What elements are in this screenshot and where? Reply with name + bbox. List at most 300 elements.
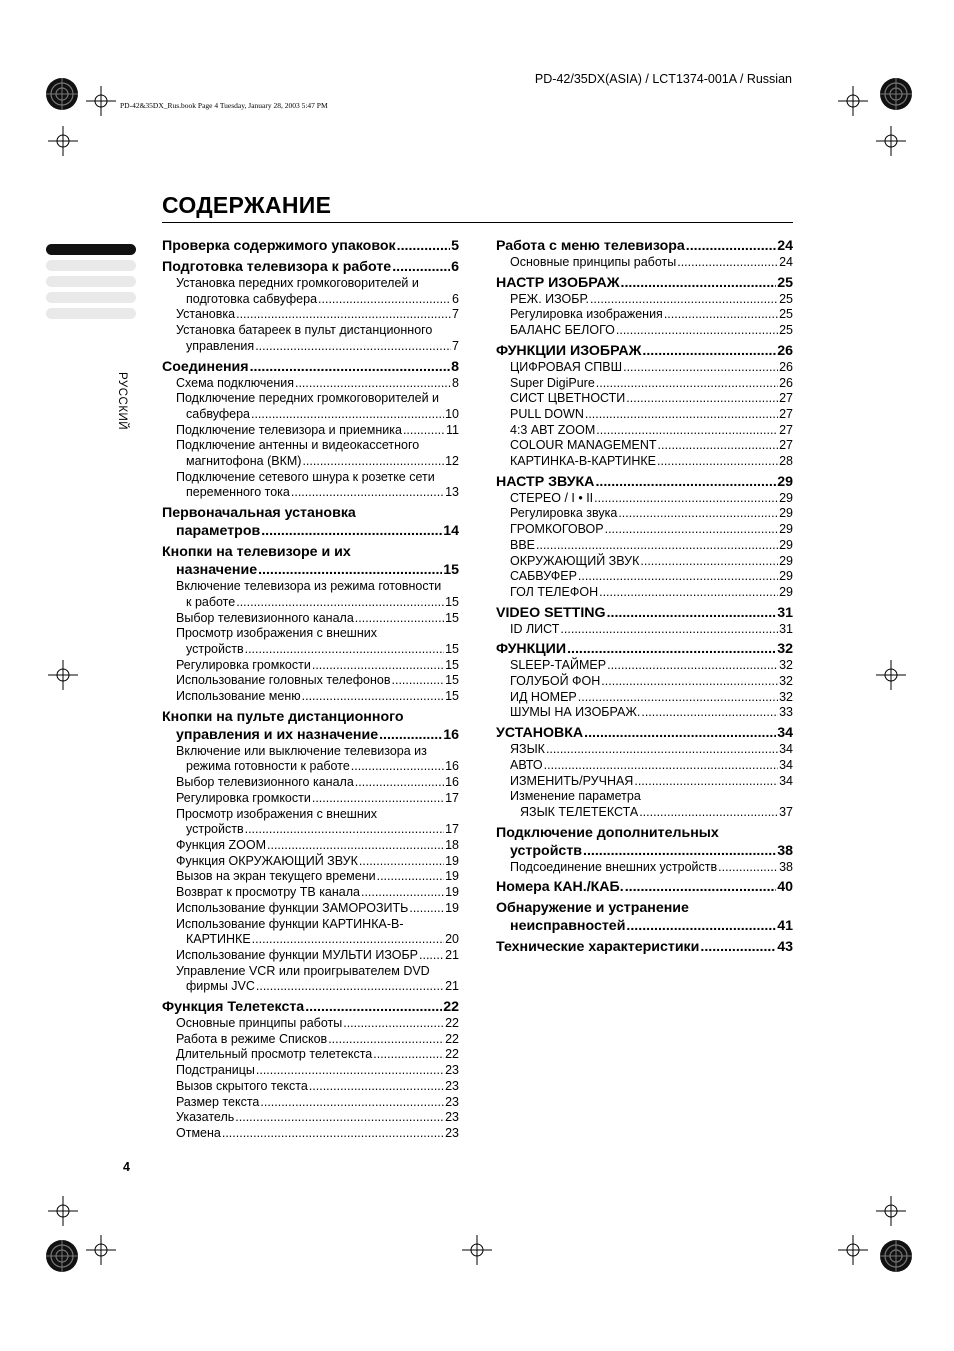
toc-page-number: 19 — [445, 853, 459, 868]
toc-entry-title: управления и их назначение — [176, 726, 379, 743]
toc-page-number: 8 — [452, 375, 459, 390]
toc-entry-title: устройств — [510, 842, 582, 859]
toc-section — [162, 323, 459, 354]
toc-entry-line — [176, 822, 459, 838]
toc-page-number: 15 — [445, 594, 459, 609]
toc-entry-title: Использование меню — [176, 689, 301, 704]
toc-entry-line — [176, 595, 459, 611]
toc-section — [162, 1063, 459, 1079]
toc-page-number: 6 — [452, 291, 459, 306]
toc-entry-line — [510, 407, 793, 423]
toc-entry-line — [176, 611, 459, 627]
toc-page-number: 15 — [445, 689, 459, 704]
toc-section — [496, 622, 793, 638]
toc-chapter — [162, 258, 459, 276]
toc-page-number: 43 — [777, 939, 793, 956]
toc-page-number: 12 — [445, 454, 459, 469]
toc-entry-line — [510, 554, 793, 570]
toc-leader-dots — [596, 423, 778, 439]
toc-entry-title: Подготовка телевизора к работе — [162, 259, 392, 275]
toc-section — [162, 854, 459, 870]
toc-leader-dots — [222, 1126, 444, 1142]
toc-section-line: Управление VCR или проигрывателем DVD — [176, 963, 430, 978]
toc-entry-line — [496, 842, 793, 860]
toc-entry-title: параметров — [176, 523, 261, 540]
toc-section — [496, 758, 793, 774]
toc-page-number: 22 — [445, 1047, 459, 1062]
toc-leader-dots — [584, 724, 776, 742]
toc-entry-title: СИСТ ЦВЕТНОСТИ — [510, 391, 626, 406]
page-title: СОДЕРЖАНИЕ — [162, 192, 332, 218]
toc-entry-title: фирмы JVC — [186, 979, 255, 994]
toc-leader-dots — [258, 561, 442, 579]
toc-entry-line — [176, 485, 459, 501]
toc-entry-line — [510, 454, 793, 470]
toc-entry-line — [176, 642, 459, 658]
toc-entry-title: Использование головных телефонов — [176, 673, 391, 688]
toc-page-number: 24 — [779, 255, 793, 269]
toc-section-line: Включение телевизора из режима готовности — [176, 579, 442, 594]
toc-section — [496, 438, 793, 454]
toc-entry-line — [176, 1079, 459, 1095]
toc-entry-line — [496, 473, 793, 491]
toc-leader-dots — [419, 948, 444, 964]
toc-entry-line — [496, 237, 793, 255]
toc-entry-title: АВТО — [510, 757, 543, 772]
toc-entry-title: Использование функции МУЛЬТИ ИЗОБР — [176, 947, 418, 962]
toc-entry-title: Подстраницы — [176, 1063, 255, 1078]
toc-leader-dots — [379, 726, 442, 744]
toc-entry-line — [176, 454, 459, 470]
toc-leader-dots — [595, 473, 776, 491]
toc-leader-dots — [250, 358, 451, 376]
toc-page-number: 31 — [777, 604, 793, 621]
toc-section-line: Изменение параметра — [510, 789, 641, 804]
toc-leader-dots — [578, 690, 778, 706]
toc-section — [162, 1095, 459, 1111]
toc-chapter — [162, 708, 459, 744]
toc-entry-title: БАЛАНС БЕЛОГО — [510, 323, 615, 338]
registration-mark-icon — [44, 76, 80, 112]
toc-entry-title: Вызов скрытого текста — [176, 1078, 308, 1093]
toc-page-number: 29 — [779, 584, 793, 599]
toc-leader-dots — [664, 307, 778, 323]
toc-leader-dots — [718, 860, 778, 876]
toc-page-number: 7 — [452, 338, 459, 353]
toc-leader-dots — [567, 640, 776, 658]
toc-entry-line — [176, 948, 459, 964]
toc-leader-dots — [260, 1095, 444, 1111]
toc-entry-line — [510, 742, 793, 758]
toc-entry-title: ЦИФРОВАЯ СПВШ — [510, 359, 623, 374]
toc-leader-dots — [621, 274, 777, 292]
toc-entry-line — [176, 376, 459, 392]
toc-leader-dots — [642, 342, 776, 360]
toc-leader-dots — [235, 1110, 444, 1126]
toc-section — [162, 917, 459, 948]
toc-entry-title: ГРОМКОГОВОР — [510, 522, 604, 537]
toc-entry-line — [510, 360, 793, 376]
toc-leader-dots — [255, 339, 451, 355]
toc-entry-line — [496, 917, 793, 935]
toc-entry-line — [176, 979, 459, 995]
toc-leader-dots — [596, 376, 778, 392]
toc-leader-dots — [626, 917, 776, 935]
toc-page-number: 15 — [445, 610, 459, 625]
toc-entry-title: Регулировка звука — [510, 506, 618, 521]
toc-leader-dots — [657, 454, 778, 470]
toc-entry-line — [162, 237, 459, 255]
toc-entry-title: НАСТР ИЗОБРАЖ — [496, 274, 620, 291]
toc-leader-dots — [302, 454, 444, 470]
toc-section — [162, 470, 459, 501]
toc-page-number: 22 — [443, 999, 459, 1016]
toc-section — [162, 791, 459, 807]
toc-page-number: 19 — [445, 900, 459, 915]
toc-page-number: 11 — [446, 422, 459, 437]
toc-page-number: 41 — [777, 918, 793, 935]
toc-section — [162, 1032, 459, 1048]
toc-leader-dots — [607, 658, 778, 674]
toc-entry-line — [510, 292, 793, 308]
toc-chapter — [496, 237, 793, 255]
toc-page-number: 29 — [779, 506, 793, 521]
toc-page-number: 17 — [445, 790, 459, 805]
toc-page-number: 31 — [779, 621, 793, 636]
toc-page-number: 15 — [445, 641, 459, 656]
toc-leader-dots — [392, 258, 450, 276]
toc-section-line: Просмотр изображения с внешних — [176, 806, 377, 821]
side-language-label: РУССКИЙ — [116, 372, 128, 431]
toc-entry-line — [510, 622, 793, 638]
toc-page-number: 37 — [779, 804, 793, 819]
toc-leader-dots — [318, 292, 451, 308]
toc-chapter — [496, 824, 793, 860]
toc-entry-line — [176, 838, 459, 854]
crosshair-mark-icon — [876, 1196, 906, 1226]
toc-section — [162, 1126, 459, 1142]
toc-leader-dots — [409, 901, 444, 917]
toc-chapter — [496, 938, 793, 956]
toc-entry-title: Указатель — [176, 1110, 235, 1125]
toc-page-number: 28 — [779, 454, 793, 469]
toc-page-number: 29 — [779, 553, 793, 568]
toc-entry-line — [176, 307, 459, 323]
toc-leader-dots — [252, 932, 444, 948]
toc-entry-title: ЯЗЫК — [510, 742, 545, 757]
toc-entry-title: Регулировка изображения — [510, 307, 663, 322]
toc-section — [162, 948, 459, 964]
toc-page-number: 19 — [445, 869, 459, 884]
toc-page-number: 23 — [445, 1078, 459, 1093]
crosshair-mark-icon — [86, 86, 116, 116]
toc-entry-line — [510, 391, 793, 407]
toc-leader-dots — [245, 642, 445, 658]
toc-section — [496, 506, 793, 522]
toc-section — [496, 538, 793, 554]
crosshair-mark-icon — [48, 660, 78, 690]
toc-page-number: 34 — [779, 773, 793, 788]
crosshair-mark-icon — [86, 1235, 116, 1265]
toc-leader-dots — [700, 938, 776, 956]
toc-entry-line — [162, 726, 459, 744]
toc-leader-dots — [607, 604, 777, 622]
toc-entry-line — [510, 758, 793, 774]
toc-entry-line — [176, 885, 459, 901]
toc-entry-title: Выбор телевизионного канала — [176, 610, 354, 625]
toc-entry-title: ШУМЫ НА ИЗОБРАЖ. — [510, 705, 641, 720]
crosshair-mark-icon — [876, 126, 906, 156]
toc-page-number: 27 — [779, 391, 793, 406]
toc-leader-dots — [256, 1063, 444, 1079]
toc-leader-dots — [291, 485, 444, 501]
toc-page-number: 34 — [779, 757, 793, 772]
toc-section — [496, 307, 793, 323]
toc-entry-title: СТЕРЕО / I • II — [510, 490, 594, 505]
toc-section — [496, 569, 793, 585]
toc-entry-title: ФУНКЦИИ — [496, 641, 567, 658]
toc-page-number: 23 — [445, 1094, 459, 1109]
toc-leader-dots — [251, 407, 444, 423]
toc-entry-line — [176, 407, 459, 423]
toc-entry-title: ID ЛИСТ — [510, 621, 560, 636]
toc-entry-line — [176, 791, 459, 807]
toc-page-number: 13 — [445, 485, 459, 500]
toc-page-number: 16 — [443, 726, 459, 743]
toc-entry-line — [510, 585, 793, 601]
toc-entry-title: Основные принципы работы — [176, 1016, 343, 1031]
toc-section — [496, 323, 793, 339]
toc-chapter — [496, 878, 793, 896]
toc-leader-dots — [590, 292, 778, 308]
toc-entry-title: переменного тока — [186, 485, 290, 500]
toc-section — [162, 744, 459, 775]
toc-leader-dots — [312, 658, 444, 674]
toc-leader-dots — [546, 742, 778, 758]
toc-leader-dots — [536, 538, 778, 554]
toc-section — [496, 292, 793, 308]
toc-entry-line — [510, 538, 793, 554]
toc-entry-line — [510, 805, 793, 821]
crosshair-mark-icon — [462, 1235, 492, 1265]
toc-entry-line — [510, 323, 793, 339]
toc-page-number: 29 — [779, 490, 793, 505]
toc-page-number: 25 — [779, 291, 793, 306]
toc-entry-line — [496, 274, 793, 292]
toc-entry-title: Основные принципы работы — [510, 255, 677, 269]
toc-entry-line — [176, 854, 459, 870]
toc-chapter — [496, 899, 793, 935]
toc-entry-line — [510, 506, 793, 522]
toc-entry-line — [176, 339, 459, 355]
toc-page-number: 16 — [445, 775, 459, 790]
toc-section — [162, 579, 459, 610]
language-tab — [46, 308, 136, 319]
toc-chapter — [496, 724, 793, 742]
toc-entry-title: ГОЛУБОЙ ФОН — [510, 674, 601, 689]
toc-leader-dots — [236, 595, 444, 611]
toc-page-number: 25 — [779, 323, 793, 338]
toc-entry-title: Регулировка громкости — [176, 790, 311, 805]
toc-section — [162, 1110, 459, 1126]
toc-entry-title: Super DigiPure — [510, 375, 595, 390]
toc-leader-dots — [583, 842, 776, 860]
registration-mark-icon — [878, 76, 914, 112]
toc-section — [496, 391, 793, 407]
toc-section — [496, 690, 793, 706]
toc-entry-line — [176, 1126, 459, 1142]
toc-entry-line — [176, 423, 459, 439]
toc-page-number: 32 — [777, 641, 793, 658]
toc-section — [162, 626, 459, 657]
toc-leader-dots — [305, 998, 442, 1016]
toc-left-column — [162, 234, 459, 1142]
toc-entry-title: Регулировка громкости — [176, 657, 311, 672]
toc-chapter — [162, 358, 459, 376]
toc-leader-dots — [634, 774, 778, 790]
toc-section — [496, 774, 793, 790]
toc-section — [162, 1047, 459, 1063]
toc-entry-line — [510, 674, 793, 690]
toc-entry-title: Проверка содержимого упаковок — [162, 238, 396, 254]
toc-entry-line — [510, 491, 793, 507]
toc-entry-line — [176, 689, 459, 705]
toc-entry-line — [162, 258, 459, 276]
toc-chapter — [496, 342, 793, 360]
toc-entry-line — [510, 774, 793, 790]
toc-entry-title: Выбор телевизионного канала — [176, 775, 354, 790]
toc-section — [496, 423, 793, 439]
toc-entry-line — [496, 640, 793, 658]
toc-section — [496, 860, 793, 876]
toc-entry-title: магнитофона (ВКМ) — [186, 454, 302, 469]
toc-section — [162, 423, 459, 439]
toc-leader-dots — [623, 360, 778, 376]
toc-section — [162, 391, 459, 422]
toc-section — [496, 360, 793, 376]
toc-entry-line — [496, 342, 793, 360]
toc-page-number: 15 — [445, 657, 459, 672]
toc-section — [496, 658, 793, 674]
toc-entry-title: Размер текста — [176, 1094, 260, 1109]
toc-chapter-line: Кнопки на пульте дистанционного — [162, 708, 404, 725]
book-info: PD-42&35DX_Rus.book Page 4 Tuesday, January 28, 2003 5:47 PM — [120, 101, 328, 110]
toc-section — [496, 407, 793, 423]
toc-entry-title: Схема подключения — [176, 375, 294, 390]
toc-section — [162, 276, 459, 307]
toc-leader-dots — [355, 775, 444, 791]
toc-page-number: 40 — [777, 879, 793, 896]
registration-mark-icon — [878, 1238, 914, 1274]
toc-section — [496, 789, 793, 820]
toc-page-number: 18 — [445, 837, 459, 852]
toc-page-number: 38 — [779, 859, 793, 874]
toc-page-number: 22 — [445, 1031, 459, 1046]
toc-leader-dots — [560, 622, 778, 638]
toc-page-number: 15 — [445, 673, 459, 688]
toc-entry-title: 4:3 АВТ ZOOM — [510, 422, 596, 437]
toc-leader-dots — [605, 522, 778, 538]
toc-section — [162, 376, 459, 392]
toc-section — [162, 901, 459, 917]
toc-page-number: 34 — [779, 742, 793, 757]
toc-section — [162, 438, 459, 469]
toc-section — [496, 491, 793, 507]
toc-chapter-line: Кнопки на телевизоре и их — [162, 544, 351, 561]
toc-entry-line — [176, 1110, 459, 1126]
toc-chapter — [162, 543, 459, 579]
toc-leader-dots — [677, 255, 778, 271]
toc-entry-title: Работа в режиме Списков — [176, 1031, 328, 1046]
language-tab-active — [46, 244, 136, 255]
toc-entry-title: КАРТИНКА-В-КАРТИНКЕ — [510, 454, 656, 469]
toc-section — [162, 885, 459, 901]
toc-page-number: 24 — [777, 238, 793, 254]
language-tab — [46, 276, 136, 287]
toc-entry-line — [162, 522, 459, 540]
toc-entry-title: Возврат к просмотру ТВ канала — [176, 885, 360, 900]
toc-leader-dots — [397, 237, 450, 255]
toc-leader-dots — [544, 758, 778, 774]
toc-entry-title: VIDEO SETTING — [496, 604, 606, 621]
toc-section-line: Установка батареек в пульт дистанционного — [176, 323, 433, 338]
toc-entry-title: РЕЖ. ИЗОБР. — [510, 291, 589, 306]
toc-entry-title: режима готовности к работе — [186, 759, 350, 774]
toc-leader-dots — [359, 854, 444, 870]
toc-entry-line — [510, 438, 793, 454]
toc-entry-line — [176, 1032, 459, 1048]
toc-leader-dots — [585, 407, 778, 423]
toc-entry-line — [176, 932, 459, 948]
toc-entry-line — [176, 869, 459, 885]
toc-entry-title: ОКРУЖАЮЩИЙ ЗВУК — [510, 553, 640, 568]
toc-entry-line — [496, 724, 793, 742]
toc-leader-dots — [309, 1079, 444, 1095]
toc-entry-title: устройств — [186, 822, 244, 837]
toc-page-number: 29 — [779, 537, 793, 552]
toc-entry-title: ЯЗЫК ТЕЛЕТЕКСТА — [520, 804, 639, 819]
toc-chapter — [162, 237, 459, 255]
toc-section-line: Включение или выключение телевизора из — [176, 743, 427, 758]
toc-section — [162, 964, 459, 995]
toc-entry-title: сабвуфера — [186, 406, 250, 421]
toc-section — [496, 376, 793, 392]
toc-page-number: 14 — [443, 523, 459, 540]
page-number: 4 — [123, 1160, 130, 1174]
toc-section — [496, 554, 793, 570]
toc-page-number: 34 — [777, 725, 793, 742]
toc-entry-title: Работа с меню телевизора — [496, 238, 685, 254]
toc-leader-dots — [640, 554, 778, 570]
toc-entry-line — [162, 358, 459, 376]
toc-leader-dots — [686, 237, 776, 255]
toc-section — [162, 1079, 459, 1095]
toc-section — [496, 742, 793, 758]
toc-page-number: 7 — [452, 307, 459, 322]
crosshair-mark-icon — [838, 1235, 868, 1265]
toc-leader-dots — [403, 423, 445, 439]
toc-entry-line — [176, 759, 459, 775]
toc-leader-dots — [267, 838, 444, 854]
toc-chapter-line: Обнаружение и устранение — [496, 900, 689, 917]
toc-entry-title: ИЗМЕНИТЬ/РУЧНАЯ — [510, 773, 634, 788]
toc-page-number: 25 — [779, 307, 793, 322]
toc-entry-line — [176, 1063, 459, 1079]
toc-section-line: Подключение антенны и видеокассетного — [176, 438, 420, 453]
toc-entry-line — [176, 901, 459, 917]
toc-entry-line — [510, 690, 793, 706]
toc-entry-line — [176, 658, 459, 674]
